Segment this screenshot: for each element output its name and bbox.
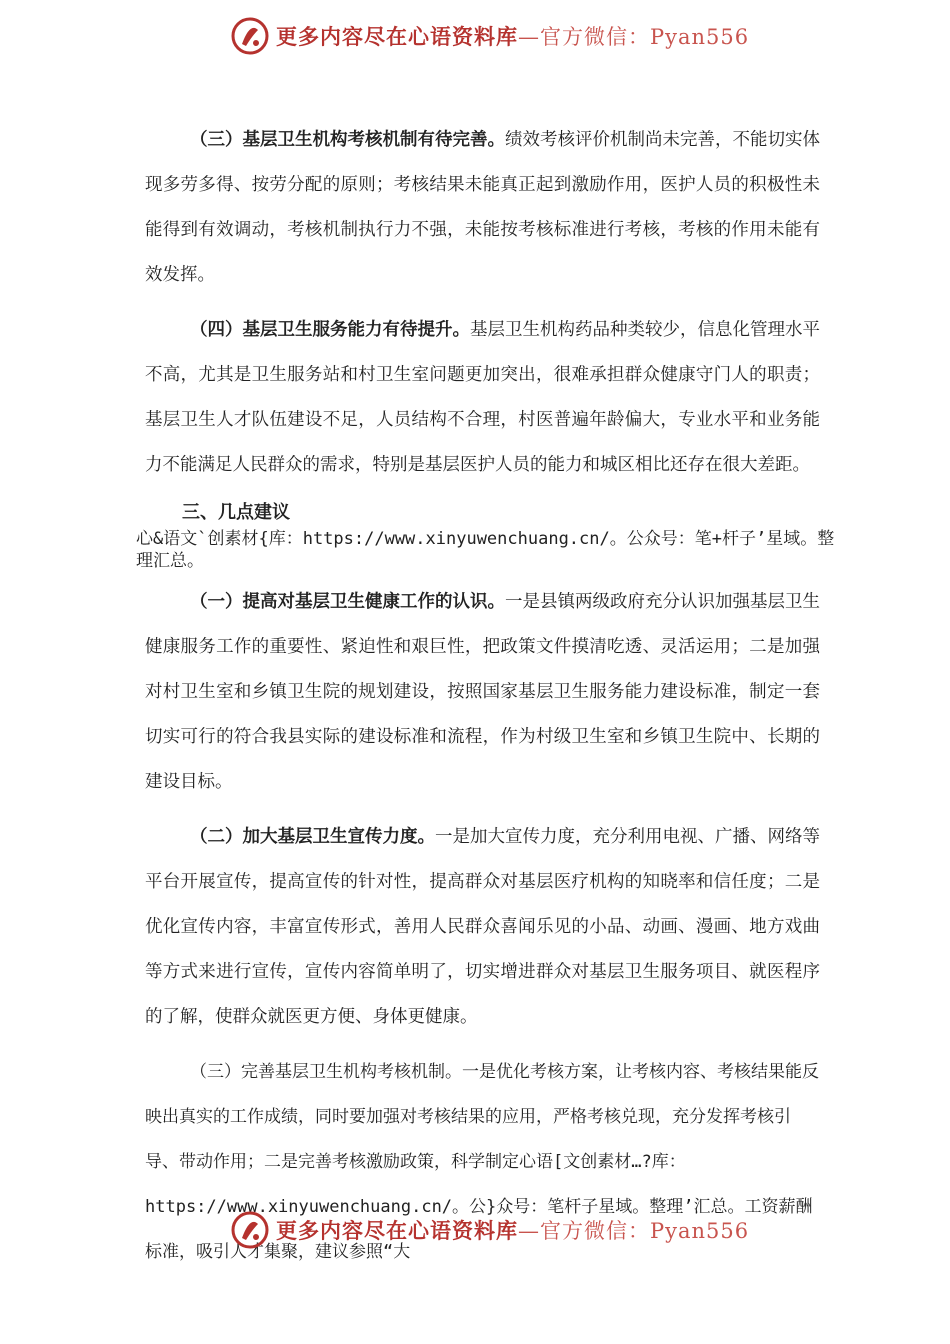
paragraph-body: 一是加大宣传力度，充分利用电视、广播、网络等平台开展宣传，提高宣传的针对性，提高群众对基层医疗机构的知晓率和信任度；二是优化宣传内容，丰富宣传形式，善用人民群众喜闻乐见的小品、动画、漫画、地方戏曲等方式来进行宣传，宣传内容简单明了，切实增进群众对基层卫生服务项目、就医程序的了解，使群众就医更方便、身体更健康。 <box>145 827 820 1027</box>
paragraph-body: 绩效考核评价机制尚未完善，不能切实体现多劳多得、按劳分配的原则；考核结果未能真正起到激励作用，医护人员的积极性未能得到有效调动，考核机制执行力不强，未能按考核标准进行考核，考核的作用未能有效发挥。 <box>145 130 820 285</box>
header-watermark-banner <box>230 16 750 56</box>
section-heading: 三、几点建议 <box>182 502 290 523</box>
inline-watermark-note: 心&语文`创素材{库：https://www.xinyuwenchuang.cn/。公众号：笔+杆子’星域。整理汇总。 <box>136 529 835 571</box>
logo-icon <box>230 1210 270 1250</box>
paragraph-lead: （一）提高对基层卫生健康工作的认识。 <box>190 592 505 612</box>
document-body <box>136 118 835 1275</box>
paragraph-lead: （二）加大基层卫生宣传力度。 <box>190 827 435 847</box>
paragraph-lead: （三）基层卫生机构考核机制有待完善。 <box>190 130 505 150</box>
paragraph-lead: （四）基层卫生服务能力有待提升。 <box>190 320 470 340</box>
banner-main-text: 更多内容尽在心语资料库 <box>276 24 518 49</box>
banner-main-text: 更多内容尽在心语资料库 <box>276 1218 518 1243</box>
paragraph <box>145 118 820 298</box>
footer-watermark-banner <box>230 1210 750 1250</box>
paragraph-body: 基层卫生机构药品种类较少，信息化管理水平不高，尤其是卫生服务站和村卫生室问题更加突出，很难承担群众健康守门人的职责；基层卫生人才队伍建设不足，人员结构不合理，村医普遍年龄偏大，专业水平和业务能力不能满足人民群众的需求，特别是基层医护人员的能力和城区相比还存在很大差距。 <box>145 320 820 475</box>
banner-wechat-text: —官方微信：Pyan556 <box>518 25 750 49</box>
paragraph <box>145 815 820 1040</box>
banner-wechat-text: —官方微信：Pyan556 <box>518 1219 750 1243</box>
paragraph <box>145 308 820 488</box>
paragraph <box>145 580 820 805</box>
paragraph-body: 一是县镇两级政府充分认识加强基层卫生健康服务工作的重要性、紧迫性和艰巨性，把政策文件摸清吃透、灵活运用；二是加强对村卫生室和乡镇卫生院的规划建设，按照国家基层卫生服务能力建设标准，制定一套切实可行的符合我县实际的建设标准和流程，作为村级卫生室和乡镇卫生院中、长期的建设目标。 <box>145 592 820 792</box>
last-paragraph: （三）完善基层卫生机构考核机制。一是优化考核方案，让考核内容、考核结果能反映出真实的工作成绩，同时要加强对考核结果的应用，严格考核兑现，充分发挥考核引导、带动作用；二是完善考核激励政策，科学制定心语[文创素材…?库：https://www.xinyuwenchuang.cn/。公}众号：笔杆子星域。整理’汇总。工资薪酬标准，吸引人才集聚，建议参照“大 <box>145 1062 819 1262</box>
logo-icon <box>230 16 270 56</box>
